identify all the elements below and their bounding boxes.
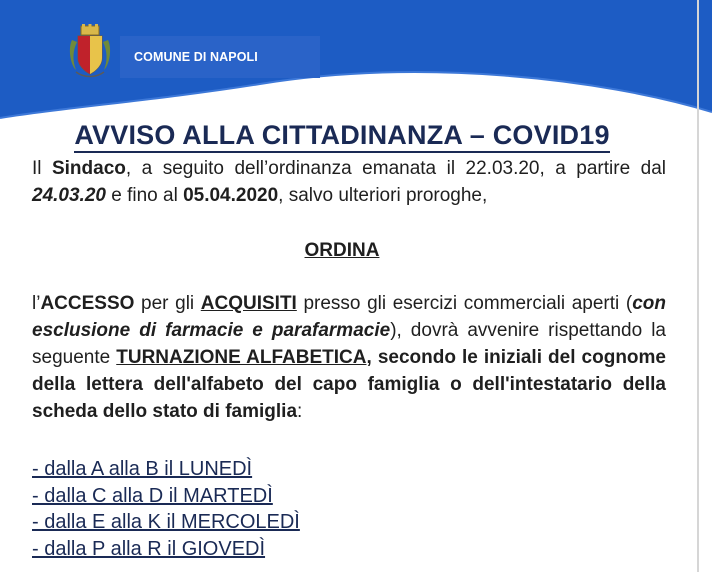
start-date: 24.03.20 <box>32 185 106 206</box>
comune-label: COMUNE DI NAPOLI <box>134 50 258 64</box>
ordina-heading: ORDINA <box>304 240 380 261</box>
day-schedule-item: - dalla A alla B il LUNEDÌ <box>32 458 253 480</box>
exclusion-note: con esclusione di farmacie e parafarmacie <box>32 293 666 341</box>
text-run: ), dovrà avvenire rispettando la seguente <box>32 320 666 368</box>
day-schedule-item: - dalla E alla K il MERCOLEDÌ <box>32 511 300 533</box>
text-run: l’ <box>32 293 41 314</box>
day-schedule-list <box>32 456 672 562</box>
text-run: , a seguito dell’ordinanza emanata il 22.03.20, a partire dal <box>125 158 666 179</box>
intro-paragraph <box>32 155 666 209</box>
day-schedule-item: - dalla P alla R il GIOVEDÌ <box>32 537 266 560</box>
text-run: presso gli esercizi commerciali aperti ( <box>296 293 633 314</box>
comune-label-box <box>120 36 320 78</box>
accesso-label: ACCESSO <box>40 293 135 314</box>
criteria-text: , secondo le iniziali del cognome della lettera dell'alfabeto del capo famiglia o dell'intestatario della scheda dello stato di famiglia <box>32 347 666 422</box>
day-schedule-item: - dalla C alla D il MARTEDÌ <box>32 484 273 507</box>
page-edge <box>697 0 699 572</box>
end-date: 05.04.2020 <box>183 185 279 206</box>
notice-title-text: AVVISO ALLA CITTADINANZA – COVID19 <box>74 120 609 153</box>
turnazione-label: TURNAZIONE ALFABETICA <box>116 347 367 368</box>
sindaco-label: Sindaco <box>51 158 126 179</box>
text-run: per gli <box>134 293 201 314</box>
notice-title <box>0 120 684 151</box>
text-run: , salvo ulteriori proroghe, <box>278 185 488 206</box>
acquisiti-label: ACQUISITI <box>200 293 297 314</box>
text-run: : <box>297 401 303 422</box>
order-paragraph <box>32 290 666 425</box>
text-run: Il <box>32 158 52 179</box>
napoli-crest-icon <box>68 24 112 80</box>
text-run: e fino al <box>105 185 184 206</box>
